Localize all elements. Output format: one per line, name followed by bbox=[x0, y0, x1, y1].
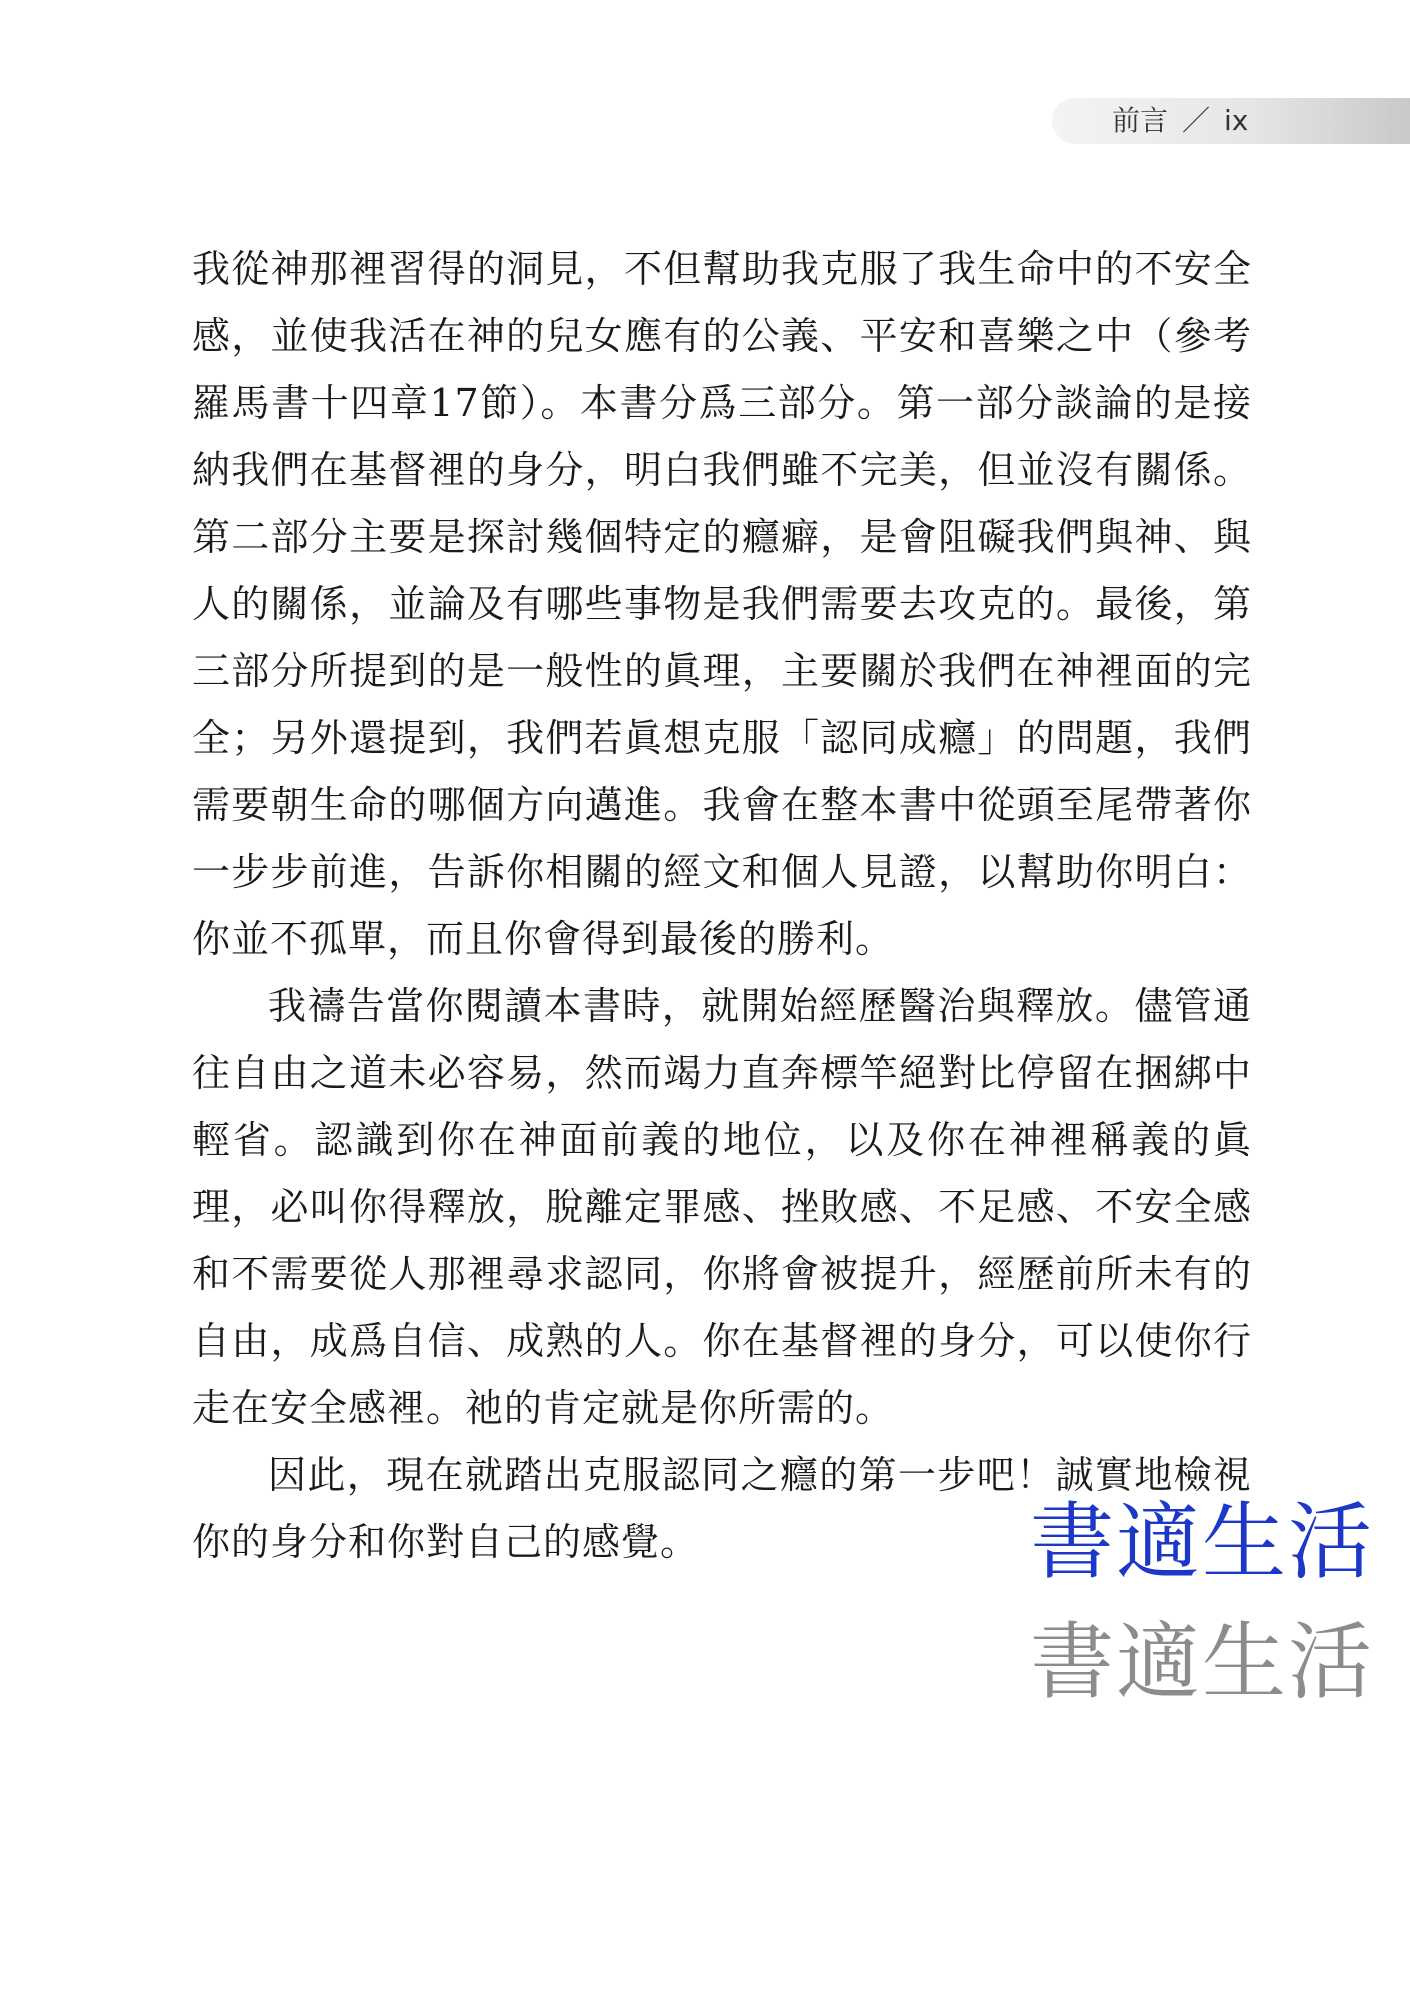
page-number: ix bbox=[1224, 104, 1249, 137]
page-body bbox=[192, 236, 1252, 1576]
running-header bbox=[1112, 102, 1248, 140]
publisher-watermark-gray: 書適生活 bbox=[1030, 1613, 1375, 1711]
publisher-watermark-blue: 書適生活 bbox=[1030, 1493, 1375, 1591]
section-title: 前言 bbox=[1112, 104, 1169, 137]
paragraph-2: 我禱告當你閱讀本書時，就開始經歷醫治與釋放。儘管通往自由之道未必容易，然而竭力直奔標竿絕對比停留在捆綁中輕省。認識到你在神面前義的地位，以及你在神裡稱義的眞理，必叫你得釋放，脫離定罪感、挫敗感、不足感、不安全感和不需要從人那裡尋求認同，你將會被提升，經歷前所未有的自由，成爲自信、成熟的人。你在基督裡的身分，可以使你行走在安全感裡。祂的肯定就是你所需的。 bbox=[192, 984, 1252, 1430]
paragraph-3: 因此，現在就踏出克服認同之癮的第一步吧！誠實地檢視你的身分和你對自己的感覺。 bbox=[192, 1453, 1252, 1564]
header-separator: ／ bbox=[1182, 104, 1211, 137]
paragraph-1: 我從神那裡習得的洞見，不但幫助我克服了我生命中的不安全感，並使我活在神的兒女應有的公義、平安和喜樂之中（參考羅馬書十四章17節）。本書分爲三部分。第一部分談論的是接納我們在基督裡的身分，明白我們雖不完美，但並沒有關係。第二部分主要是探討幾個特定的癮癖，是會阻礙我們與神、與人的關係，並論及有哪些事物是我們需要去攻克的。最後，第三部分所提到的是一般性的眞理，主要關於我們在神裡面的完全；另外還提到，我們若眞想克服「認同成癮」的問題，我們需要朝生命的哪個方向邁進。我會在整本書中從頭至尾帶著你一步步前進，告訴你相關的經文和個人見證，以幫助你明白：你並不孤單，而且你會得到最後的勝利。 bbox=[192, 247, 1252, 961]
